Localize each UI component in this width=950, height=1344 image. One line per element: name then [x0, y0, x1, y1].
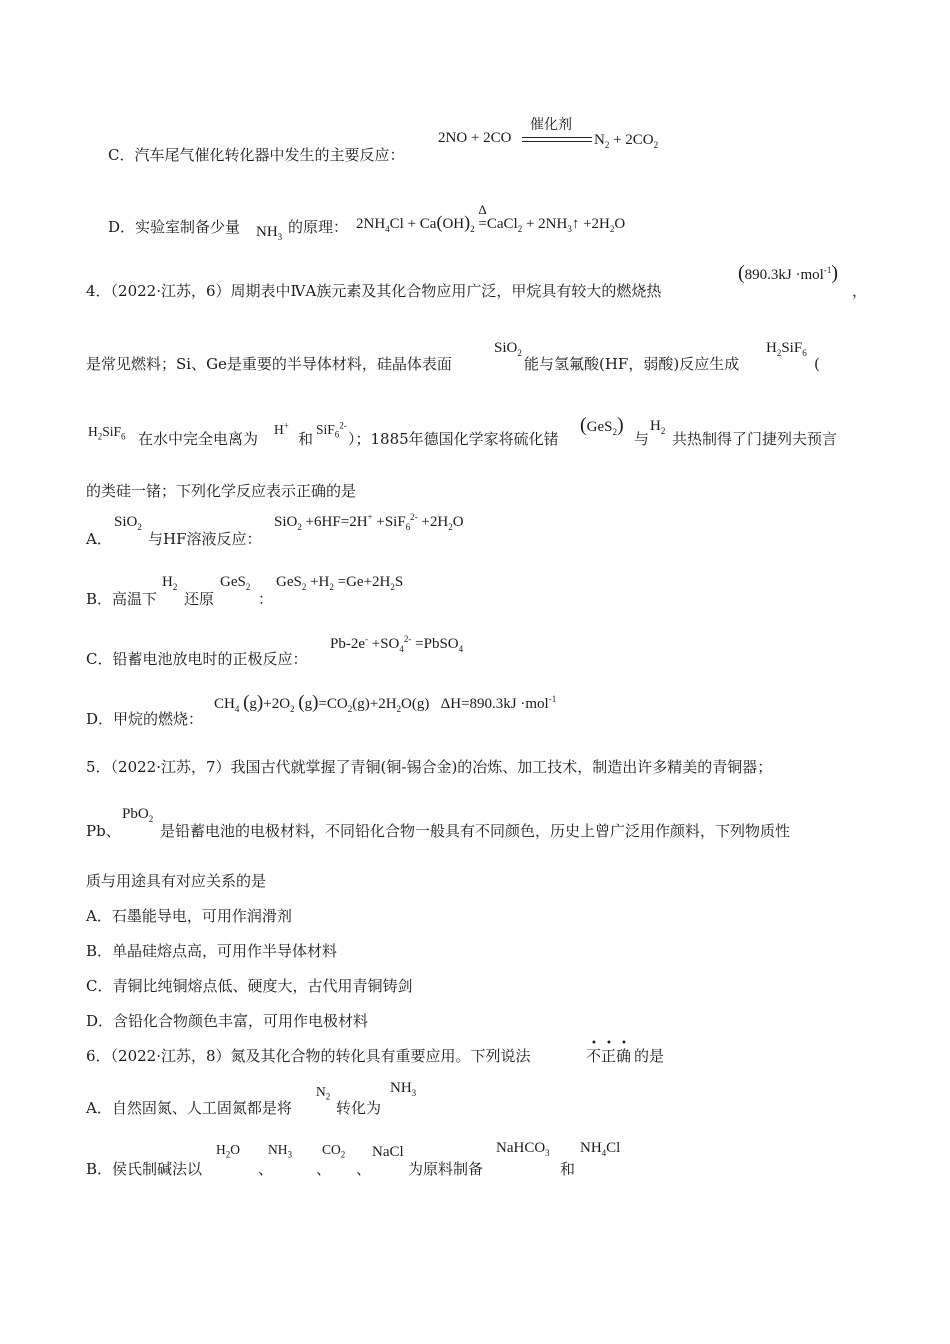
- q4-option-d-equation: $CH_4$ $(g)+2O_2$ $(g)=CO_2(g)+2H_2O(g)$ ΔH=890.3kJ ·mol$^{-1}$: [214, 692, 557, 714]
- q6-sep-2: 、: [316, 1160, 332, 1178]
- q6-option-a-text-a: A．自然固氮、人工固氮都是将: [86, 1099, 292, 1117]
- q4-comma: ，: [852, 282, 868, 300]
- q5-line-2a: Pb、: [86, 822, 121, 840]
- q6-option-b-text-c: 和: [560, 1160, 576, 1178]
- q5-line-1: 5．（2022·江苏，7）我国古代就掌握了青铜(铜-锡合金)的冶炼、加工技术，制造出许多精美的青铜器；: [86, 758, 773, 776]
- q6-option-b-text-a: B．侯氏制碱法以: [86, 1160, 203, 1178]
- q6-b-nh3: $NH_3$: [268, 1142, 292, 1160]
- q3-option-c-label: C．汽车尾气催化转化器中发生的主要反应：: [108, 146, 405, 164]
- h2sif6-formula: $H_2SiF_6$: [766, 340, 807, 358]
- q4-option-a-equation: $SiO_2 +6HF=2H^+ +SiF_6^{2-} +2H_2O$: [274, 512, 464, 532]
- q6-a-nh3: $NH_3$: [390, 1080, 417, 1098]
- q3-option-c-equation: [438, 130, 511, 147]
- equals-line-bottom: [522, 141, 592, 142]
- q3-option-d-label: D．实验室制备少量: [108, 218, 241, 236]
- q6-sep-3: 、: [356, 1160, 372, 1178]
- q4-b-ges2: GeS$_2$: [220, 574, 251, 592]
- q3-c-eq-right: $N_2 + 2CO_2$: [594, 132, 659, 150]
- q4-line-3e: 共热制得了门捷列夫预言: [672, 430, 838, 448]
- catalyst-label: 催化剂: [530, 117, 572, 133]
- q6-b-nacl: NaCl: [372, 1144, 404, 1160]
- paren-open: (: [814, 355, 820, 373]
- q4-option-a-text: 与HF溶液反应：: [148, 530, 262, 548]
- q4-line-3b: 和: [298, 430, 314, 448]
- equals-line-top: [522, 137, 592, 138]
- q4-option-a-label: A．: [86, 530, 112, 548]
- q4-option-b-equation: $GeS_2 +H_2 =Ge+2H_2S$: [276, 574, 404, 592]
- q3-d-nh3: $NH_3$: [256, 224, 283, 242]
- q6-b-h2o: $H_2O$: [216, 1142, 240, 1160]
- q6-emphasis-text: 不正确: [586, 1047, 632, 1065]
- q6-option-b-text-b: 为原料制备: [408, 1160, 484, 1178]
- q6-line-1c: 的是: [634, 1047, 665, 1065]
- q6-option-a-text-b: 转化为: [336, 1099, 382, 1117]
- q4-b-h2: $H_2$: [162, 574, 178, 592]
- q6-sep-1: 、: [258, 1160, 274, 1178]
- pbo2-formula: PbO$_2$: [122, 806, 154, 824]
- q3-c-eq-left: 2NO + 2CO: [438, 130, 512, 146]
- q5-option-a: A．石墨能导电，可用作润滑剂: [86, 907, 292, 925]
- h2-formula: $H_2$: [650, 418, 666, 436]
- q6-line-1a: 6．（2022·江苏，8）氮及其化合物的转化具有重要应用。下列说法: [86, 1047, 531, 1065]
- h2sif6-formula-2: $H_2SiF_6$: [88, 424, 126, 442]
- q6-a-n2: $N_2$: [316, 1084, 331, 1102]
- q4-option-b-text: 还原: [184, 590, 215, 608]
- delta-symbol: Δ: [478, 202, 487, 217]
- sif6-ion: SiF$_6^{2-}$: [316, 420, 347, 440]
- q3-option-d-equation: $2NH_4Cl + Ca(OH)_2$ Δ =CaCl$_2$ + $2NH_3↑ +2H_2O$: [356, 202, 626, 234]
- q4-option-c-equation: $Pb-2e^- +SO_4^{2-}$ =PbSO$_4$: [330, 634, 464, 654]
- q4-line-3d: 与: [634, 430, 650, 448]
- q4-option-c-label: C．铅蓄电池放电时的正极反应：: [86, 650, 308, 668]
- q5-option-c: C．青铜比纯铜熔点低、硬度大，古代用青铜铸剑: [86, 977, 413, 995]
- q4-option-d-label: D．甲烷的燃烧：: [86, 710, 204, 728]
- q6-emphasis: • • • 不正确: [586, 1038, 632, 1065]
- q5-option-b: B．单晶硅熔点高，可用作半导体材料: [86, 942, 338, 960]
- q4-option-b-colon: ：: [258, 590, 274, 608]
- q6-b-co2: $CO_2$: [322, 1142, 346, 1160]
- q3-option-d-tail: 的原理：: [288, 218, 349, 236]
- q4-a-sio2: SiO$_2$: [114, 514, 142, 532]
- q4-line-4: 的类硅一锗；下列化学反应表示正确的是: [86, 482, 357, 500]
- q6-b-nh4cl: $NH_4Cl$: [580, 1140, 621, 1158]
- q6-b-nahco3: NaHCO$_3$: [496, 1140, 550, 1158]
- q4-line-3a: 在水中完全电离为: [138, 430, 259, 448]
- q5-line-2b: 是铅蓄电池的电极材料，不同铅化合物一般具有不同颜色，历史上曾广泛用作颜料，下列物质性: [160, 822, 791, 840]
- q4-line-1: 4．（2022·江苏，6）周期表中ⅣA族元素及其化合物应用广泛，甲烷具有较大的燃烧热: [86, 282, 662, 300]
- ges2-formula: (GeS$_2$): [580, 414, 624, 437]
- h-plus-ion: H+: [274, 420, 289, 437]
- q4-option-b-label: B．高温下: [86, 590, 158, 608]
- q5-option-d: D．含铅化合物颜色丰富，可用作电极材料: [86, 1012, 369, 1030]
- q4-line-2a: 是常见燃料；Si、Ge是重要的半导体材料，硅晶体表面: [86, 355, 452, 373]
- sio2-formula: SiO$_2$: [494, 340, 522, 358]
- q4-line-3c: ）；1885年德国化学家将硫化锗: [348, 430, 559, 448]
- q4-heat-value: (890.3kJ ·mol$^{-1}$): [738, 262, 839, 284]
- q4-line-2b: 能与氢氟酸(HF，弱酸)反应生成: [524, 355, 740, 373]
- q5-line-3: 质与用途具有对应关系的是: [86, 872, 267, 890]
